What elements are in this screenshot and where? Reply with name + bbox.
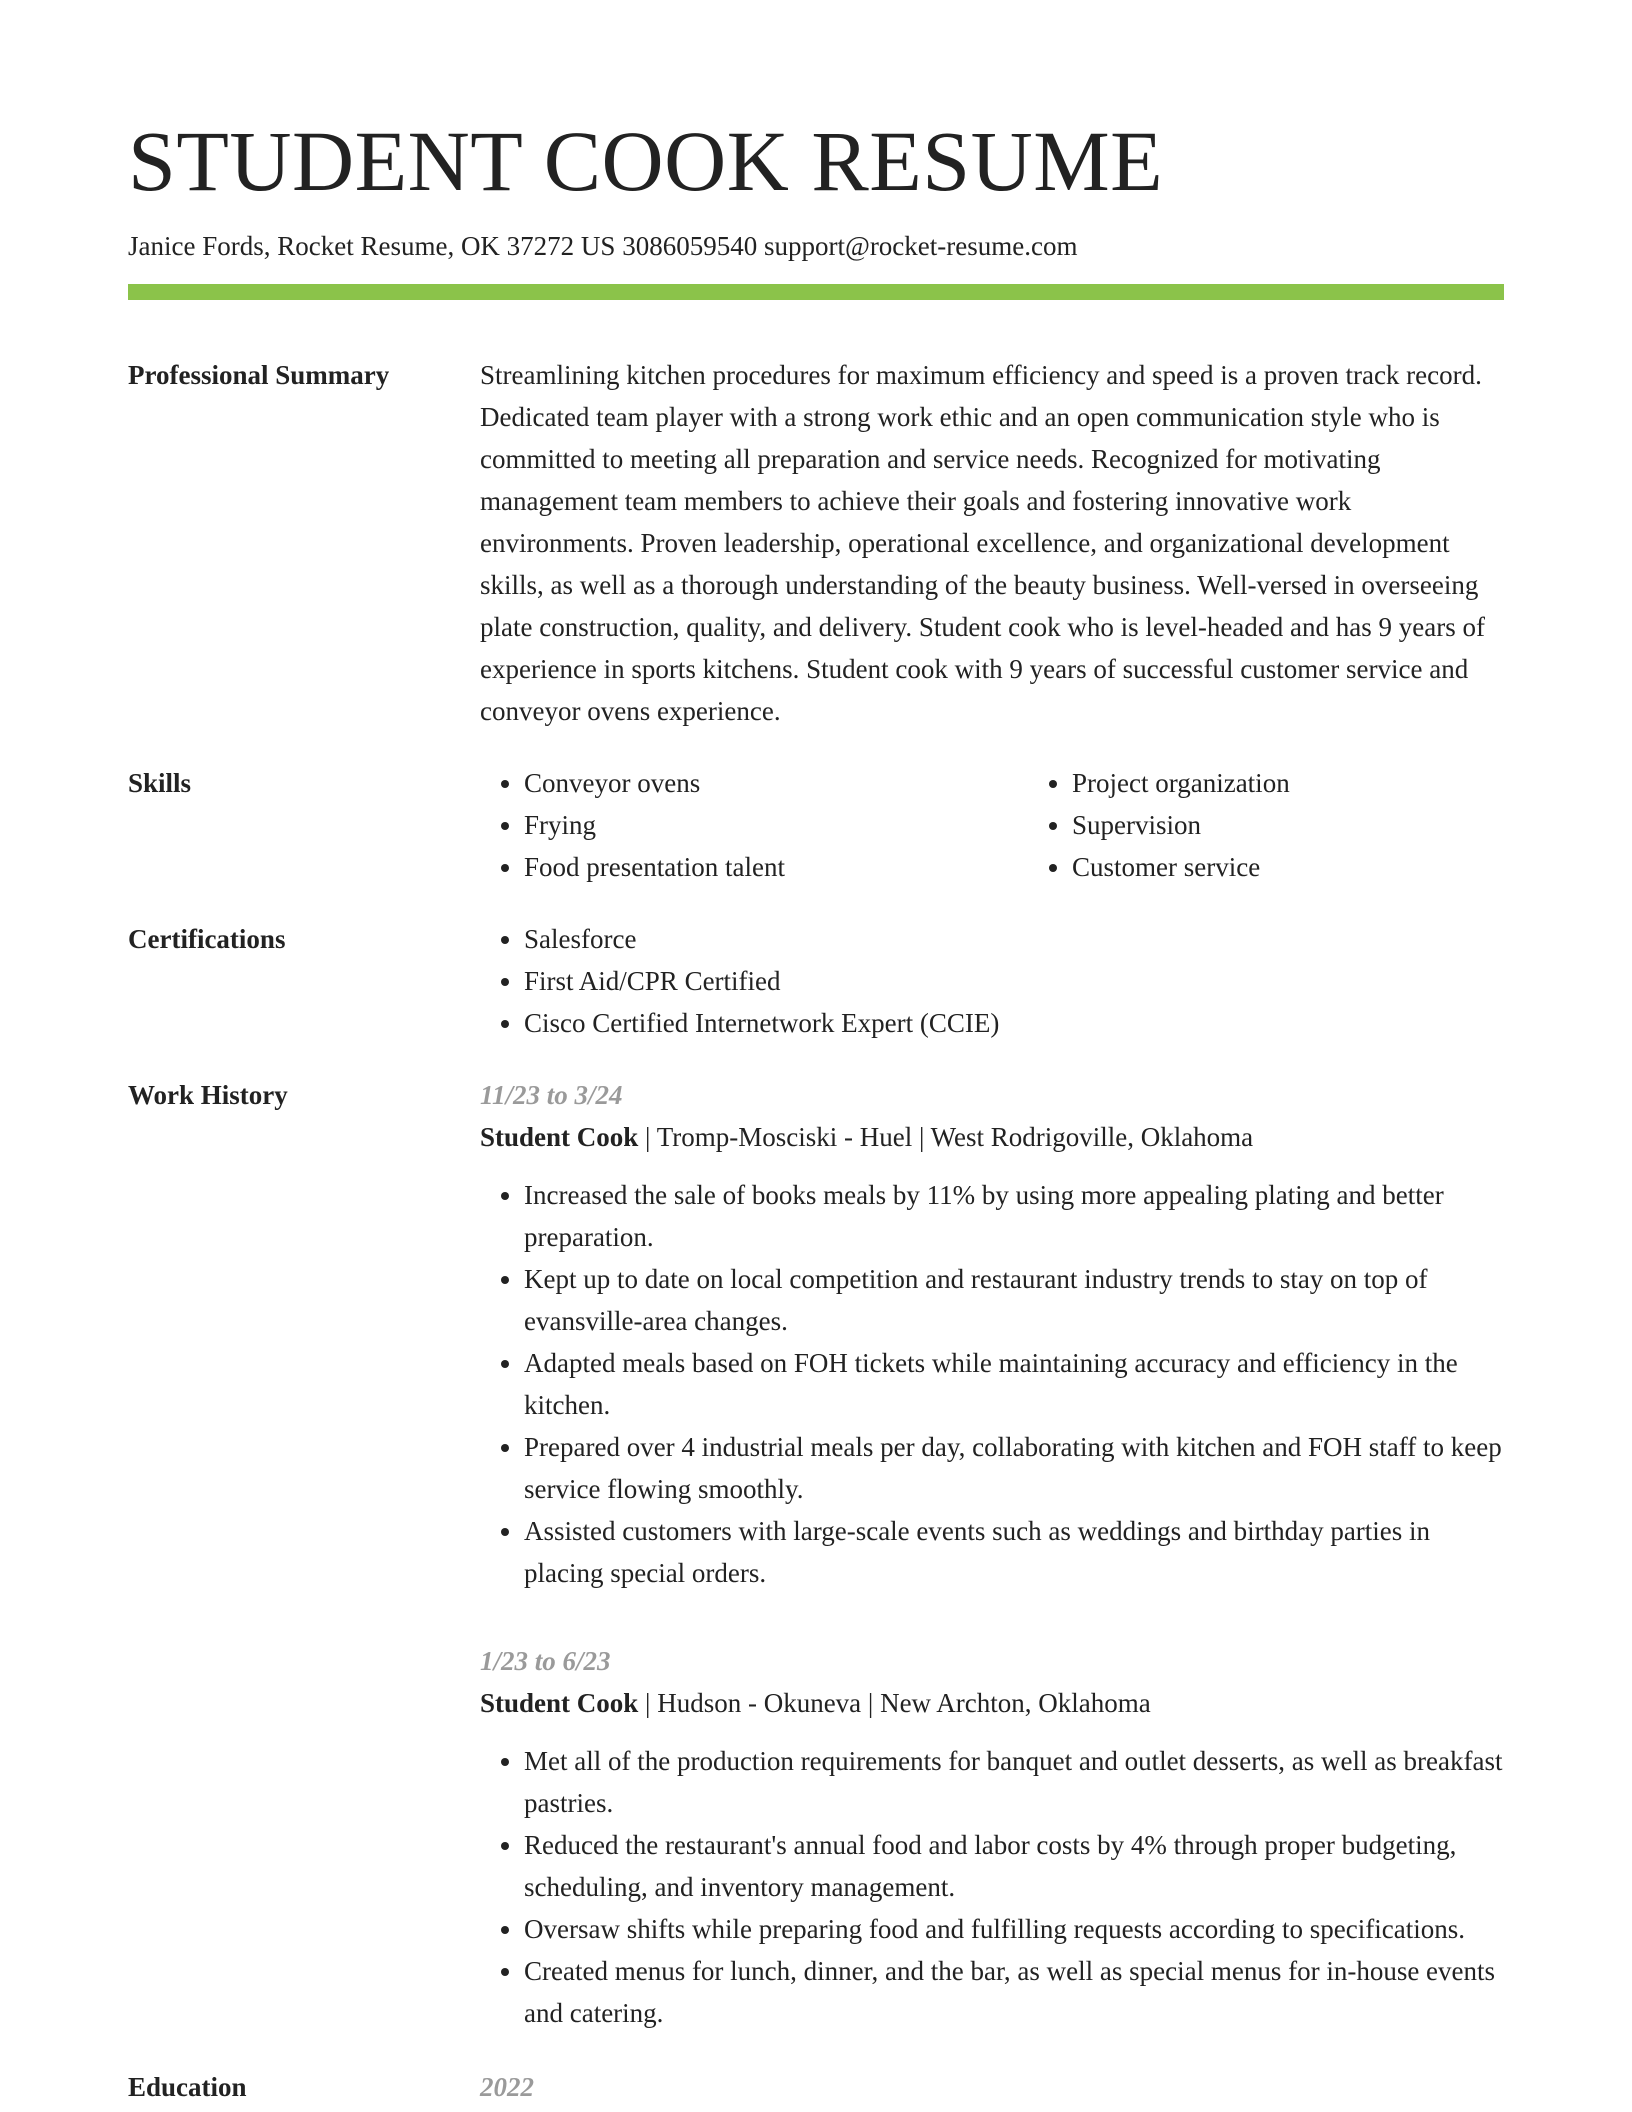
certification-item: • Cisco Certified Internetwork Expert (CCIE) — [524, 1002, 1504, 1044]
resume-title: STUDENT COOK RESUME — [128, 113, 1164, 209]
job-bullet: • Created menus for lunch, dinner, and the bar, as well as special menus for in-house events and catering. — [524, 1950, 1504, 2034]
skill-item: • Conveyor ovens — [524, 762, 1028, 804]
education-dates: 2022 — [480, 2072, 534, 2103]
summary-heading: Professional Summary — [128, 360, 390, 391]
skills-list-right — [1028, 762, 1576, 888]
education-section — [128, 2066, 1504, 2108]
job-title: Student Cook — [480, 1688, 639, 1719]
skill-item: • Customer service — [1072, 846, 1576, 888]
skills-section — [128, 762, 1504, 888]
job-details: | Tromp-Mosciski - Huel | West Rodrigoville, Oklahoma — [638, 1122, 1254, 1153]
job-details: | Hudson - Okuneva | New Archton, Oklahoma — [638, 1688, 1151, 1719]
job-entry — [480, 1074, 1504, 1594]
work-history-heading: Work History — [128, 1080, 288, 1111]
job-meta — [480, 1116, 1504, 1158]
certification-item: • Salesforce — [524, 918, 1504, 960]
skills-heading: Skills — [128, 768, 192, 799]
education-heading: Education — [128, 2072, 247, 2103]
job-title: Student Cook — [480, 1122, 639, 1153]
summary-text: Streamlining kitchen procedures for maximum efficiency and speed is a proven track record. Dedicated team player with a strong work ethic and an open communication style who is committed to meeting all preparation and service needs. Recognized for motivating management team members to achieve their goals and fostering innovative work environments. Proven leadership, operational excellence, and organizational development skills, as well as a thorough understanding of the beauty business. Well-versed in overseeing plate construction, quality, and delivery. Student cook who is level-headed and has 9 years of experience in sports kitchens. Student cook with 9 years of successful customer service and conveyor ovens experience. — [480, 360, 1485, 727]
skill-item: • Food presentation talent — [524, 846, 1028, 888]
skill-item: • Supervision — [1072, 804, 1576, 846]
resume-page — [128, 0, 1504, 2108]
job-dates: 11/23 to 3/24 — [480, 1080, 623, 1111]
certifications-section — [128, 918, 1504, 1044]
job-bullet: • Prepared over 4 industrial meals per day, collaborating with kitchen and FOH staff to keep service flowing smoothly. — [524, 1426, 1504, 1510]
job-bullet: • Met all of the production requirements for banquet and outlet desserts, as well as breakfast pastries. — [524, 1740, 1504, 1824]
certification-item: • First Aid/CPR Certified — [524, 960, 1504, 1002]
job-bullet: • Oversaw shifts while preparing food and fulfilling requests according to specifications. — [524, 1908, 1504, 1950]
job-bullet: • Increased the sale of books meals by 11% by using more appealing plating and better preparation. — [524, 1174, 1504, 1258]
skills-list-left — [480, 762, 1028, 888]
work-history-section — [128, 1074, 1504, 2080]
job-meta — [480, 1682, 1504, 1724]
job-bullet: • Adapted meals based on FOH tickets while maintaining accuracy and efficiency in the kitchen. — [524, 1342, 1504, 1426]
job-bullet: • Kept up to date on local competition and restaurant industry trends to stay on top of evansville-area changes. — [524, 1258, 1504, 1342]
job-bullet: • Assisted customers with large-scale events such as weddings and birthday parties in placing special orders. — [524, 1510, 1504, 1594]
contact-line: Janice Fords, Rocket Resume, OK 37272 US 3086059540 support@rocket-resume.com — [128, 231, 1078, 261]
job-dates: 1/23 to 6/23 — [480, 1646, 611, 1677]
certifications-heading: Certifications — [128, 924, 286, 955]
job-entry — [480, 1640, 1504, 2034]
skill-item: • Frying — [524, 804, 1028, 846]
job-bullet: • Reduced the restaurant's annual food and labor costs by 4% through proper budgeting, scheduling, and inventory management. — [524, 1824, 1504, 1908]
job-bullets — [480, 1740, 1504, 2034]
skill-item: • Project organization — [1072, 762, 1576, 804]
summary-section — [128, 354, 1504, 732]
accent-divider — [128, 284, 1504, 300]
certifications-list — [480, 918, 1504, 1044]
job-bullets — [480, 1174, 1504, 1594]
